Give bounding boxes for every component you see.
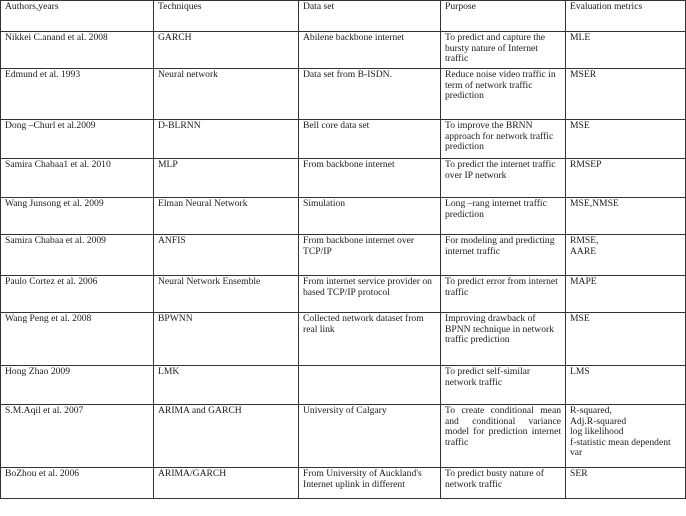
table-row	[1, 159, 686, 198]
cell-purpose: To predict busty nature of network traffic	[441, 468, 566, 499]
table-row	[1, 468, 686, 499]
table-row	[1, 235, 686, 276]
cell-technique: ARIMA and GARCH	[154, 405, 299, 468]
cell-metric: MSE	[566, 120, 686, 159]
cell-data-set: From backbone internet over TCP/IP	[299, 235, 441, 276]
table-row	[1, 313, 686, 366]
cell-purpose: To create conditional mean and conditional variance model for prediction internet traffic	[441, 405, 566, 468]
cell-data-set: From backbone internet	[299, 159, 441, 198]
cell-metric: MLE	[566, 32, 686, 69]
cell-purpose: To predict self-similar network traffic	[441, 366, 566, 405]
cell-technique: BPWNN	[154, 313, 299, 366]
cell-technique: MLP	[154, 159, 299, 198]
cell-data-set: Bell core data set	[299, 120, 441, 159]
cell-data-set	[299, 366, 441, 405]
cell-purpose: For modeling and predicting internet traffic	[441, 235, 566, 276]
cell-purpose: To predict the internet traffic over IP network	[441, 159, 566, 198]
cell-purpose: To predict and capture the bursty nature of Internet traffic	[441, 32, 566, 69]
cell-author: Paulo Cortez et al. 2006	[1, 276, 154, 313]
cell-purpose: To predict error from internet traffic	[441, 276, 566, 313]
cell-author: Wang Junsong et al. 2009	[1, 198, 154, 235]
cell-author: Hong Zhao 2009	[1, 366, 154, 405]
cell-author: Edmund et al. 1993	[1, 69, 154, 120]
cell-data-set: From University of Auckland's Internet uplink in different	[299, 468, 441, 499]
cell-author: Samira Chabaa et al. 2009	[1, 235, 154, 276]
cell-technique: LMK	[154, 366, 299, 405]
cell-metric: MAPE	[566, 276, 686, 313]
cell-data-set: Simulation	[299, 198, 441, 235]
header-authors: Authors,years	[1, 1, 154, 32]
cell-technique: Elman Neural Network	[154, 198, 299, 235]
cell-technique: ARIMA/GARCH	[154, 468, 299, 499]
cell-metric: MSE	[566, 313, 686, 366]
cell-metric: RMSE, AARE	[566, 235, 686, 276]
cell-purpose: Improving drawback of BPNN technique in network traffic prediction	[441, 313, 566, 366]
cell-data-set: Abilene backbone internet	[299, 32, 441, 69]
table-row	[1, 276, 686, 313]
cell-metric: MSER	[566, 69, 686, 120]
table-row	[1, 69, 686, 120]
cell-metric: SER	[566, 468, 686, 499]
cell-author: Wang Peng et al. 2008	[1, 313, 154, 366]
cell-data-set: Collected network dataset from real link	[299, 313, 441, 366]
cell-author: Samira Chabaa1 et al. 2010	[1, 159, 154, 198]
cell-purpose: To improve the BRNN approach for network traffic prediction	[441, 120, 566, 159]
cell-metric: MSE,NMSE	[566, 198, 686, 235]
cell-author: Nikkei C.anand et al. 2008	[1, 32, 154, 69]
table-row	[1, 120, 686, 159]
cell-technique: D-BLRNN	[154, 120, 299, 159]
table-header-row	[1, 1, 686, 32]
table-row	[1, 366, 686, 405]
cell-technique: GARCH	[154, 32, 299, 69]
table-row	[1, 32, 686, 69]
cell-author: S.M.Aqil et al. 2007	[1, 405, 154, 468]
cell-data-set: University of Calgary	[299, 405, 441, 468]
cell-technique: ANFIS	[154, 235, 299, 276]
table-row	[1, 198, 686, 235]
cell-technique: Neural Network Ensemble	[154, 276, 299, 313]
header-purpose: Purpose	[441, 1, 566, 32]
cell-purpose: Long –rang internet traffic prediction	[441, 198, 566, 235]
header-evaluation-metrics: Evaluation metrics	[566, 1, 686, 32]
cell-author: Dong –Churl et al.2009	[1, 120, 154, 159]
cell-metric: LMS	[566, 366, 686, 405]
cell-author: BoZhou et al. 2006	[1, 468, 154, 499]
cell-data-set: Data set from B-ISDN.	[299, 69, 441, 120]
cell-metric: RMSEP	[566, 159, 686, 198]
table-row	[1, 405, 686, 468]
cell-purpose: Reduce noise video traffic in term of network traffic prediction	[441, 69, 566, 120]
header-data-set: Data set	[299, 1, 441, 32]
cell-metric: R-squared, Adj.R-squared log likelihood f-statistic mean dependent var	[566, 405, 686, 468]
cell-data-set: From internet service provider on based TCP/IP protocol	[299, 276, 441, 313]
header-techniques: Techniques	[154, 1, 299, 32]
cell-technique: Neural network	[154, 69, 299, 120]
